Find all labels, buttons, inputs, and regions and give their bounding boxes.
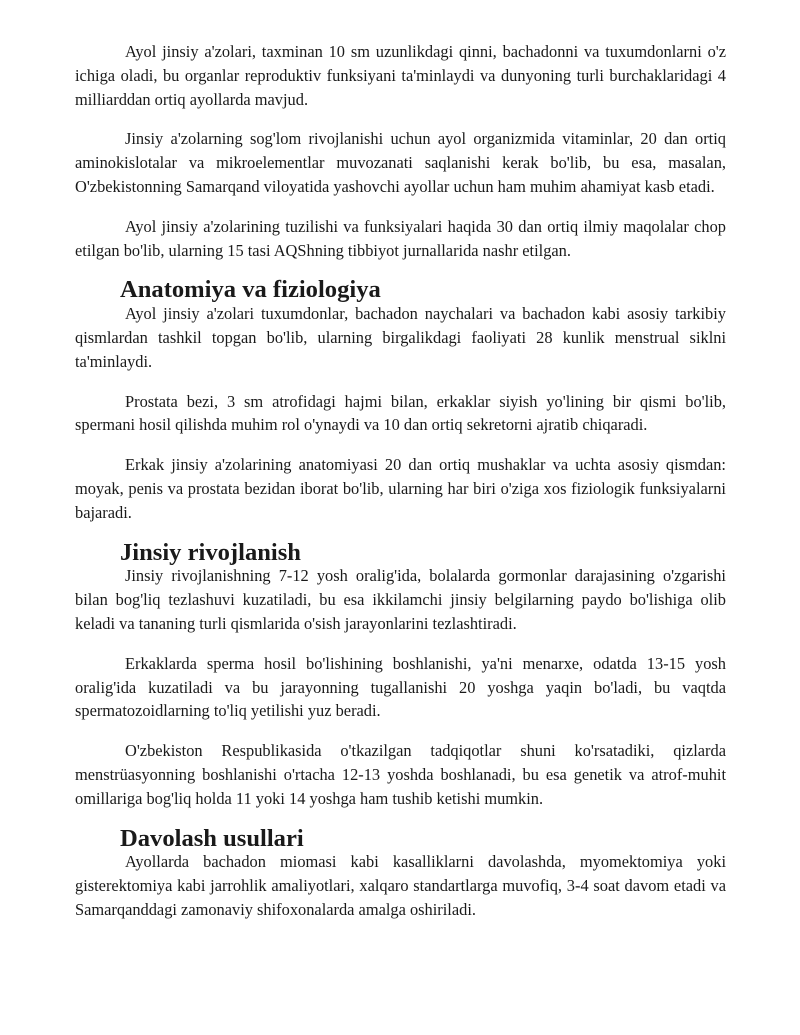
paragraph: Erkaklarda sperma hosil bo'lishining boshlanishi, ya'ni menarxe, odatda 13-15 yosh oralig'ida kuzatiladi va bu jarayonning tugallanishi 20 yoshga yaqin bo'ladi, bu vaqtda spermatozoidlarning to'liq yetilishi yuz beradi. [75,653,726,721]
section-davolash [75,824,726,922]
paragraph: Ayol jinsiy a'zolari tuxumdonlar, bachadon naychalari va bachadon kabi asosiy tarkibiy qismlardan tashkil topgan bo'lib, ularning birgalikdagi faoliyati 28 kunlik menstrual siklni ta'minlaydi. [75,304,726,371]
document-page [75,40,726,922]
section-anatomiya [75,278,726,524]
paragraph: Ayollarda bachadon miomasi kabi kasalliklarni davolashda, myomektomiya yoki gisterektomiya kabi jarrohlik amaliyotlari, xalqaro standartlarga muvofiq, 3-4 soat davom etadi va Samarqanddagi zamonaviy shifoxonalarda amalga oshiriladi. [75,852,726,919]
section-jinsiy-rivojlanish [75,538,726,811]
section-heading: Anatomiya va fiziologiya [120,276,381,304]
intro-section [75,40,726,262]
paragraph: O'zbekiston Respublikasida o'tkazilgan tadqiqotlar shuni ko'rsatadiki, qizlarda menstrüasyonning boshlanishi o'rtacha 12-13 yoshda boshlanadi, bu esa genetik va atrof-muhit omillariga bog'liq holda 11 yoki 14 yoshga ham tushib ketishi mumkin. [75,741,726,808]
section-heading: Jinsiy rivojlanish [120,538,301,566]
paragraph: Prostata bezi, 3 sm atrofidagi hajmi bilan, erkaklar siyish yo'lining bir qismi bo'lib, spermani hosil qilishda muhim rol o'ynaydi va 10 dan ortiq sekretorni ajratib chiqaradi. [75,391,726,435]
paragraph: Jinsiy a'zolarning sog'lom rivojlanishi uchun ayol organizmida vitaminlar, 20 dan ortiq aminokislotalar va mikroelementlar muvozanati saqlanishi kerak bo'lib, bu esa, masalan, O'zbekistonning Samarqand viloyatida yashovchi ayollar uchun ham muhim ahamiyat kasb etadi. [75,129,726,196]
paragraph: Ayol jinsiy a'zolari, taxminan 10 sm uzunlikdagi qinni, bachadonni va tuxumdonlarni o'z ichiga oladi, bu organlar reproduktiv funksiyani ta'minlaydi va dunyoning turli burchaklaridagi 4 milliarddan ortiq ayollarda mavjud. [75,42,726,109]
paragraph: Erkak jinsiy a'zolarining anatomiyasi 20 dan ortiq mushaklar va uchta asosiy qismdan: moyak, penis va prostata bezidan iborat bo'lib, ularning har biri o'ziga xos fiziologik funksiyalarni bajaradi. [75,455,726,522]
paragraph: Jinsiy rivojlanishning 7-12 yosh oralig'ida, bolalarda gormonlar darajasining o'zgarishi bilan bog'liq tezlashuvi kuzatiladi, bu esa ikkilamchi jinsiy belgilarning paydo bo'lishiga olib keladi va tananing turli qismlarida o'sish jarayonlarini tezlashtiradi. [75,566,726,633]
section-heading: Davolash usullari [120,824,304,852]
paragraph: Ayol jinsiy a'zolarining tuzilishi va funksiyalari haqida 30 dan ortiq ilmiy maqolalar chop etilgan bo'lib, ularning 15 tasi AQShning tibbiyot jurnallarida nashr etilgan. [75,216,726,260]
